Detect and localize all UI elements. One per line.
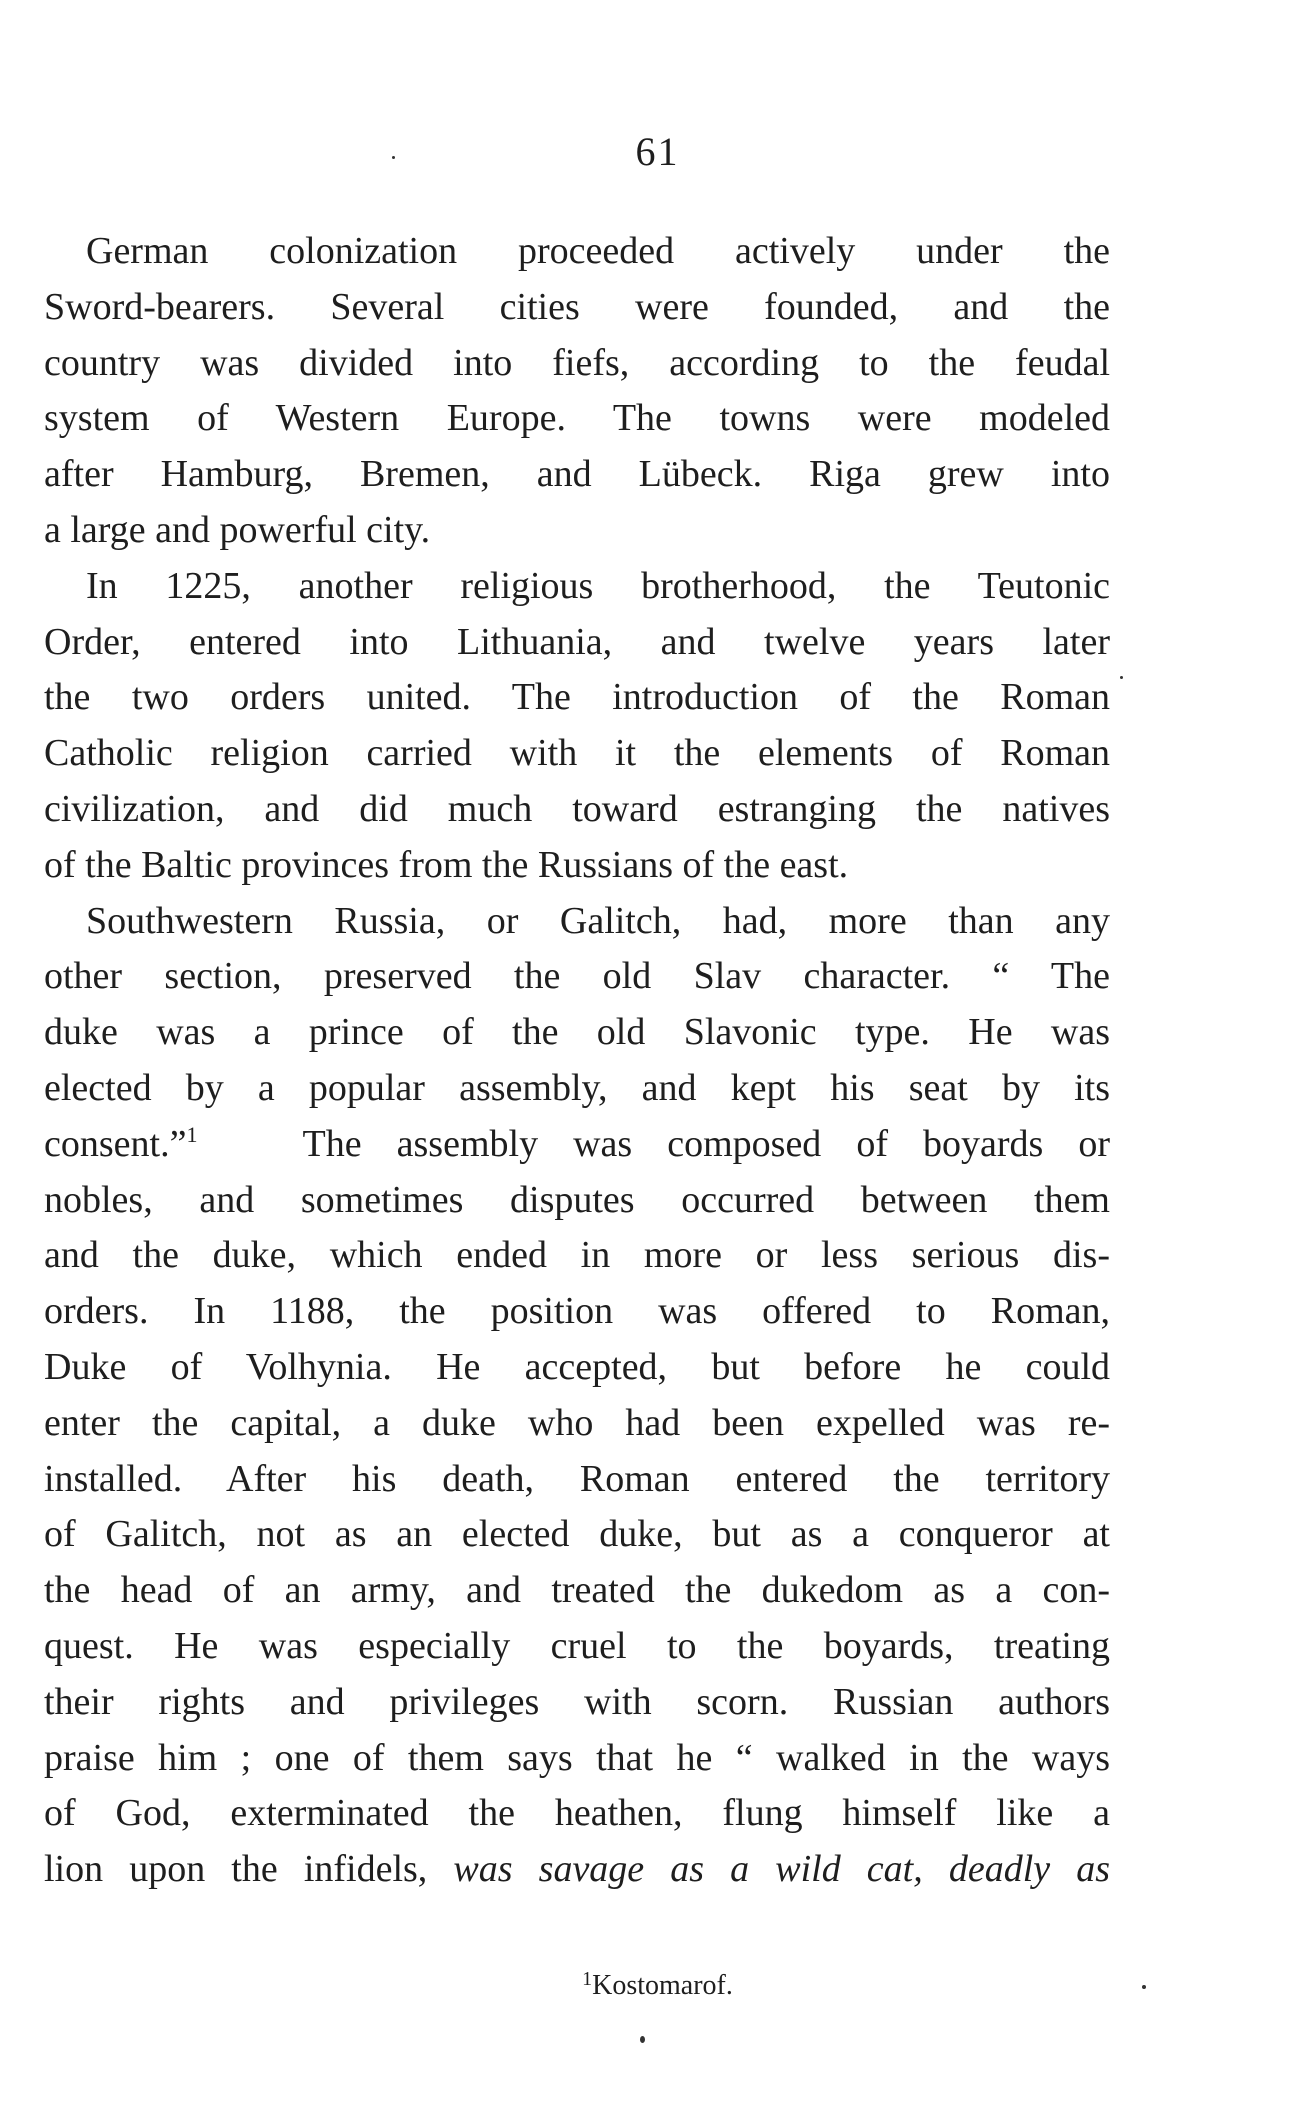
text-line: of God, exterminated the heathen, flung himself like a — [44, 1792, 1110, 1835]
text-line: installed. After his death, Roman entered the territory — [44, 1457, 1110, 1500]
text-fragment: lion upon the infidels, — [44, 1848, 428, 1891]
text-line: orders. In 1188, the position was offered to Roman, — [44, 1290, 1110, 1333]
footnote — [0, 1970, 1315, 2002]
text-line: Sword-bearers. Several cities were founded, and the — [44, 285, 1110, 328]
text-line: country was divided into fiefs, according to the feudal — [44, 341, 1110, 384]
scan-speck — [392, 156, 395, 159]
text-line: German colonization proceeded actively under the — [86, 230, 1110, 272]
text-line: nobles, and sometimes disputes occurred between them — [44, 1178, 1110, 1221]
text-line: Catholic religion carried with it the elements of Roman — [44, 732, 1110, 775]
text-line: duke was a prince of the old Slavonic type. He was — [44, 1011, 1110, 1054]
text-line: enter the capital, a duke who had been expelled was re- — [44, 1401, 1110, 1444]
text-line — [44, 1842, 1110, 1898]
text-line: praise him ; one of them says that he “ walked in the ways — [44, 1736, 1110, 1779]
text-fragment: The assembly was composed of boyards or — [302, 1122, 1111, 1165]
scan-speck — [1120, 676, 1123, 679]
quote-end: consent.” — [44, 1122, 187, 1165]
text-line: a large and powerful city. — [44, 508, 431, 551]
text-line: elected by a popular assembly, and kept his seat by its — [44, 1066, 1110, 1109]
text-line: the head of an army, and treated the dukedom as a con- — [44, 1569, 1110, 1612]
text-line: the two orders united. The introduction of the Roman — [44, 676, 1110, 719]
footnote-marker: 1 — [582, 1968, 593, 1990]
paragraph-1 — [44, 224, 1110, 559]
text-line: other section, preserved the old Slav character. “ The — [44, 955, 1110, 998]
footnote-reference[interactable]: 1 — [186, 1121, 198, 1147]
text-line: Order, entered into Lithuania, and twelve years later — [44, 620, 1110, 663]
scan-speck — [640, 2036, 645, 2043]
text-line: In 1225, another religious brotherhood, the Teutonic — [86, 564, 1110, 607]
text-line: Duke of Volhynia. He accepted, but before he could — [44, 1345, 1110, 1388]
italic-quote: was savage as a wild cat, deadly as — [453, 1848, 1111, 1891]
paragraph-3 — [44, 894, 1110, 1898]
text-line: after Hamburg, Bremen, and Lübeck. Riga grew into — [44, 453, 1110, 496]
footnote-text: Kostomarof. — [592, 1970, 733, 2001]
text-line: civilization, and did much toward estranging the natives — [44, 787, 1110, 830]
text-line: Southwestern Russia, or Galitch, had, more than any — [86, 899, 1110, 942]
paragraph-2 — [44, 559, 1110, 894]
text-line: of the Baltic provinces from the Russians of the east. — [44, 843, 849, 886]
text-line: quest. He was especially cruel to the boyards, treating — [44, 1624, 1110, 1667]
text-line: of Galitch, not as an elected duke, but as a conqueror at — [44, 1513, 1110, 1556]
text-line — [44, 1117, 1110, 1173]
text-line: and the duke, which ended in more or less serious dis- — [44, 1234, 1110, 1277]
body-text — [44, 224, 1110, 1898]
text-line: system of Western Europe. The towns were modeled — [44, 397, 1110, 440]
page-number: 61 — [635, 129, 680, 174]
scan-speck — [1142, 1985, 1146, 1989]
text-line: their rights and privileges with scorn. Russian authors — [44, 1680, 1110, 1723]
